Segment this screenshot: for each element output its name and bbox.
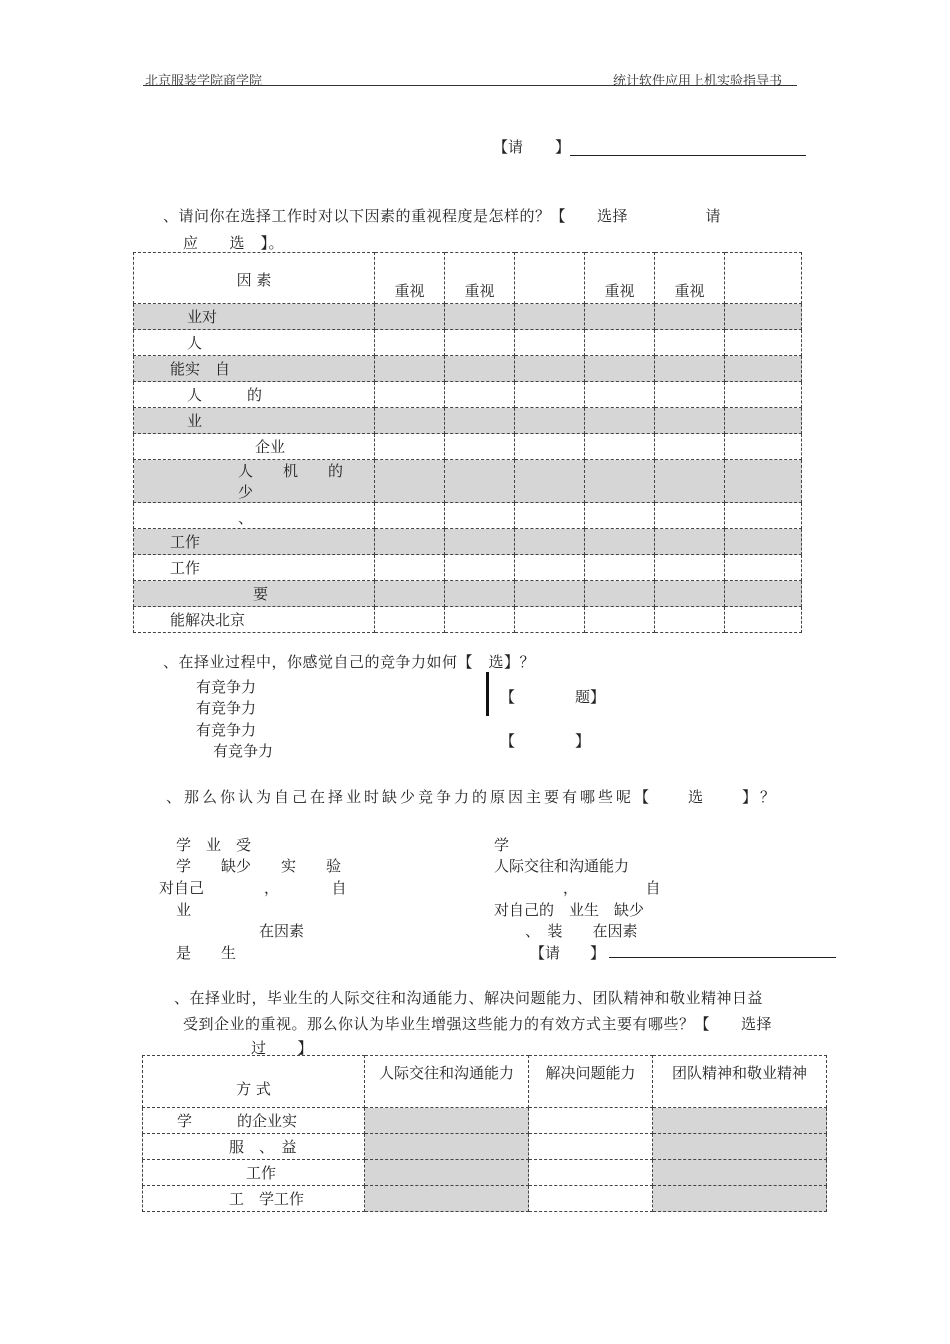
q1-row-label: 能实 自 [134, 356, 375, 382]
q4-col-method: 方 式 [143, 1056, 365, 1108]
q1-col-2: 重视 [445, 253, 515, 304]
q4-row-label: 服 、 益 [143, 1134, 365, 1160]
q1-col-6 [725, 253, 802, 304]
rating-cell[interactable] [515, 356, 585, 382]
rating-cell[interactable] [515, 503, 585, 529]
q2-option[interactable]: 有竞争力 [196, 678, 257, 696]
rating-cell[interactable] [725, 555, 802, 581]
method-cell[interactable] [653, 1108, 827, 1134]
table-row [134, 408, 802, 434]
rating-cell[interactable] [445, 503, 515, 529]
q4-col-3: 团队精神和敬业精神 [653, 1056, 827, 1108]
rating-cell[interactable] [375, 555, 445, 581]
q1-row-label: 业 [134, 408, 375, 434]
q4-row-label: 工作 [143, 1160, 365, 1186]
rating-cell[interactable] [375, 503, 445, 529]
method-cell[interactable] [653, 1134, 827, 1160]
q3-left-option[interactable]: 学 缺少 实 验 [176, 857, 342, 875]
q4-table [142, 1055, 827, 1212]
q3-left-option[interactable]: 是 生 [176, 944, 237, 962]
q1-row-label: 、 [134, 503, 375, 529]
q1-row-label: 人 机 的 少 [134, 460, 375, 503]
header-left: 北京服装学院商学院 [145, 74, 263, 89]
table-row [134, 581, 802, 607]
table-row [143, 1160, 827, 1186]
q3-left-option[interactable]: 业 [176, 901, 192, 919]
rating-cell[interactable] [655, 581, 725, 607]
table-row [134, 503, 802, 529]
rating-cell[interactable] [655, 304, 725, 330]
rating-cell[interactable] [725, 529, 802, 555]
rating-cell[interactable] [515, 408, 585, 434]
rating-cell[interactable] [375, 434, 445, 460]
table-row [134, 529, 802, 555]
q1-header-row [134, 253, 802, 304]
rating-cell[interactable] [655, 434, 725, 460]
q3-right-option[interactable]: 、 装 在因素 [525, 922, 638, 940]
table-row [134, 382, 802, 408]
rating-cell[interactable] [655, 607, 725, 633]
method-cell[interactable] [365, 1108, 529, 1134]
method-cell[interactable] [365, 1160, 529, 1186]
rating-cell[interactable] [585, 434, 655, 460]
rating-cell[interactable] [445, 434, 515, 460]
rating-cell[interactable] [515, 607, 585, 633]
rating-cell[interactable] [445, 382, 515, 408]
rating-cell[interactable] [445, 408, 515, 434]
top-answer-line[interactable] [570, 155, 806, 156]
rating-cell[interactable] [375, 529, 445, 555]
rating-cell[interactable] [655, 555, 725, 581]
rating-cell[interactable] [655, 356, 725, 382]
rating-cell[interactable] [655, 460, 725, 503]
table-row [143, 1134, 827, 1160]
rating-cell[interactable] [725, 581, 802, 607]
q4-line3: 过 】 [251, 1039, 314, 1057]
table-row [134, 356, 802, 382]
rating-cell[interactable] [655, 382, 725, 408]
table-row [134, 555, 802, 581]
q1-line2: 应 选 】。 [183, 234, 285, 252]
rating-cell[interactable] [585, 581, 655, 607]
q4-col-1: 人际交往和沟通能力 [365, 1056, 529, 1108]
table-row [143, 1186, 827, 1212]
rating-cell[interactable] [585, 555, 655, 581]
q1-line1: 、请问你在选择工作时对以下因素的重视程度是怎样的？【 选择 请 [163, 207, 722, 225]
q2-option[interactable]: 有竞争力 [196, 699, 257, 717]
q1-row-label: 工作 [134, 555, 375, 581]
q3-other-prompt: 【请 】 [530, 944, 606, 962]
q1-row-label: 工作 [134, 529, 375, 555]
q1-col-4: 重视 [585, 253, 655, 304]
header-right: 统计软件应用上机实验指导书 [613, 74, 783, 89]
table-row [134, 434, 802, 460]
method-cell[interactable] [365, 1186, 529, 1212]
q3-right-option[interactable]: 对自己的 业生 缺少 [494, 901, 645, 919]
q4-col-2: 解决问题能力 [529, 1056, 653, 1108]
rating-cell[interactable] [445, 460, 515, 503]
rating-cell[interactable] [375, 460, 445, 503]
q3-left-option[interactable]: 在因素 [259, 922, 305, 940]
method-cell[interactable] [653, 1160, 827, 1186]
table-row [134, 330, 802, 356]
method-cell[interactable] [529, 1108, 653, 1134]
rating-cell[interactable] [445, 607, 515, 633]
rating-cell[interactable] [515, 434, 585, 460]
rating-cell[interactable] [725, 330, 802, 356]
q4-line1: 、在择业时，毕业生的人际交往和沟通能力、解决问题能力、团队精神和敬业精神日益 [174, 989, 764, 1007]
header-rule [143, 85, 797, 86]
rating-cell[interactable] [725, 460, 802, 503]
method-cell[interactable] [529, 1186, 653, 1212]
rating-cell[interactable] [725, 607, 802, 633]
method-cell[interactable] [529, 1134, 653, 1160]
rating-cell[interactable] [585, 356, 655, 382]
rating-cell[interactable] [375, 408, 445, 434]
rating-cell[interactable] [515, 529, 585, 555]
q2-question: 、在择业过程中，你感觉自己的竞争力如何【 选】？ [163, 653, 536, 671]
rating-cell[interactable] [655, 503, 725, 529]
rating-cell[interactable] [445, 581, 515, 607]
rating-cell[interactable] [585, 503, 655, 529]
rating-cell[interactable] [725, 304, 802, 330]
q4-line2: 受到企业的重视。那么你认为毕业生增强这些能力的有效方式主要有哪些？【 选择 [183, 1015, 773, 1033]
rating-cell[interactable] [515, 330, 585, 356]
table-row [143, 1108, 827, 1134]
q2-option[interactable]: 有竞争力 [213, 742, 274, 760]
rating-cell[interactable] [445, 529, 515, 555]
q4-row-label: 工 学工作 [143, 1186, 365, 1212]
method-cell[interactable] [365, 1134, 529, 1160]
q1-row-label: 企业 [134, 434, 375, 460]
table-row [134, 460, 802, 503]
q1-row-label: 人 [134, 330, 375, 356]
rating-cell[interactable] [585, 607, 655, 633]
rating-cell[interactable] [375, 607, 445, 633]
q1-row-label: 能解决北京 [134, 607, 375, 633]
rating-cell[interactable] [375, 304, 445, 330]
rating-cell[interactable] [655, 330, 725, 356]
rating-cell[interactable] [445, 304, 515, 330]
rating-cell[interactable] [585, 330, 655, 356]
rating-cell[interactable] [585, 460, 655, 503]
q1-col-1: 重视 [375, 253, 445, 304]
top-prompt-close: 】 [555, 138, 571, 156]
rating-cell[interactable] [445, 330, 515, 356]
q3-answer-line[interactable] [609, 957, 836, 958]
top-prompt-open: 【请 [493, 138, 524, 156]
q3-left-option[interactable]: 学 业 受 [176, 836, 252, 854]
rating-cell[interactable] [515, 581, 585, 607]
q4-header-row [143, 1056, 827, 1108]
q1-col-3 [515, 253, 585, 304]
method-cell[interactable] [653, 1186, 827, 1212]
rating-cell[interactable] [375, 356, 445, 382]
rating-cell[interactable] [375, 382, 445, 408]
rating-cell[interactable] [515, 382, 585, 408]
rating-cell[interactable] [725, 356, 802, 382]
table-row [134, 607, 802, 633]
rating-cell[interactable] [585, 529, 655, 555]
rating-cell[interactable] [655, 529, 725, 555]
method-cell[interactable] [529, 1160, 653, 1186]
rating-cell[interactable] [725, 408, 802, 434]
rating-cell[interactable] [375, 330, 445, 356]
q1-row-label: 业对 [134, 304, 375, 330]
rating-cell[interactable] [445, 356, 515, 382]
q1-table [133, 252, 802, 633]
rating-cell[interactable] [515, 460, 585, 503]
q3-question: 、那么你认为自己在择业时缺少竞争力的原因主要有哪些呢【 选 】？ [166, 788, 779, 806]
q1-col-5: 重视 [655, 253, 725, 304]
rating-cell[interactable] [655, 408, 725, 434]
q1-col-factor: 因 素 [134, 253, 375, 304]
q3-right-option[interactable]: ， 自 [563, 879, 661, 897]
rating-cell[interactable] [445, 555, 515, 581]
q2-divider [486, 672, 489, 716]
q1-row-label: 人 的 [134, 382, 375, 408]
rating-cell[interactable] [725, 434, 802, 460]
q3-right-option[interactable]: 人际交往和沟通能力 [494, 857, 630, 875]
q2-right-note-2: 【 】 [500, 732, 591, 750]
rating-cell[interactable] [375, 581, 445, 607]
rating-cell[interactable] [585, 408, 655, 434]
rating-cell[interactable] [515, 555, 585, 581]
rating-cell[interactable] [585, 304, 655, 330]
rating-cell[interactable] [585, 382, 655, 408]
q3-right-option[interactable]: 学 [494, 836, 510, 854]
q1-row-label: 要 [134, 581, 375, 607]
rating-cell[interactable] [725, 503, 802, 529]
q4-row-label: 学 的企业实 [143, 1108, 365, 1134]
q3-left-option[interactable]: 对自己 ， 自 [159, 879, 347, 897]
q2-right-note-1: 【 题】 [500, 688, 606, 706]
rating-cell[interactable] [515, 304, 585, 330]
q2-option[interactable]: 有竞争力 [196, 721, 257, 739]
table-row [134, 304, 802, 330]
rating-cell[interactable] [725, 382, 802, 408]
